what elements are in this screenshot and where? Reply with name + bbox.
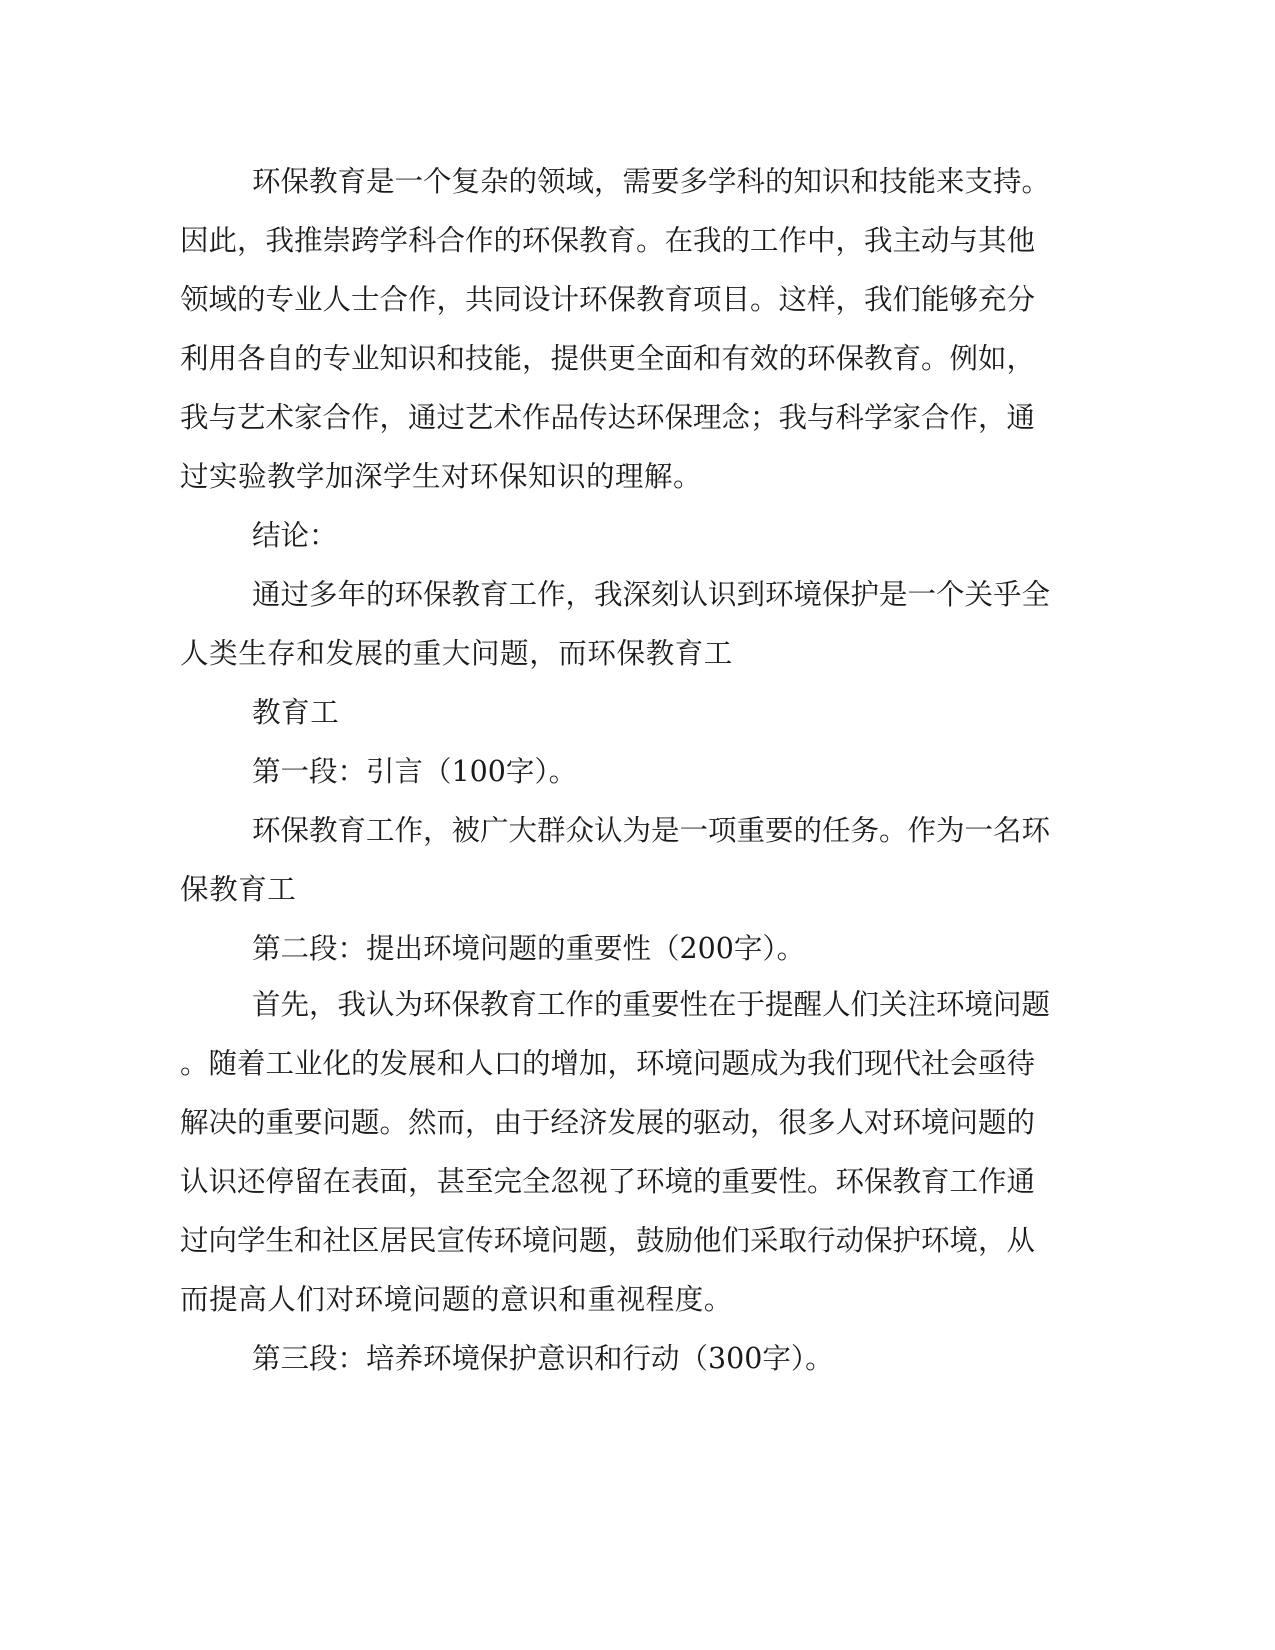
paragraph-line: 领域的专业人士合作，共同设计环保教育项目。这样，我们能够充分: [180, 283, 1036, 316]
section-heading: 结论：: [252, 519, 338, 552]
paragraph-line: 通过多年的环保教育工作，我深刻认识到环境保护是一个关乎全: [252, 578, 1051, 611]
section-heading: 第二段：提出环境问题的重要性（200字）。: [252, 932, 806, 965]
paragraph-line: 我与艺术家合作，通过艺术作品传达环保理念；我与科学家合作，通: [180, 401, 1036, 434]
section-heading: 第一段：引言（100字）。: [252, 755, 578, 788]
paragraph-line: 而提高人们对环境问题的意识和重视程度。: [180, 1283, 733, 1316]
paragraph-line: 首先，我认为环保教育工作的重要性在于提醒人们关注环境问题: [252, 988, 1051, 1021]
paragraph-line: 教育工: [252, 696, 340, 729]
paragraph-line: 保教育工: [180, 873, 297, 906]
paragraph-line: 认识还停留在表面，甚至完全忽视了环境的重要性。环保教育工作通: [180, 1165, 1036, 1198]
paragraph-line: 解决的重要问题。然而，由于经济发展的驱动，很多人对环境问题的: [180, 1106, 1036, 1139]
paragraph-line: 人类生存和发展的重大问题，而环保教育工: [180, 637, 733, 670]
paragraph-line: 。随着工业化的发展和人口的增加，环境问题成为我们现代社会亟待: [180, 1047, 1036, 1080]
section-heading: 第三段：培养环境保护意识和行动（300字）。: [252, 1342, 834, 1375]
paragraph-line: 过实验教学加深学生对环保知识的理解。: [180, 460, 703, 493]
paragraph-line: 环保教育是一个复杂的领域，需要多学科的知识和技能来支持。: [252, 165, 1051, 198]
paragraph-line: 利用各自的专业知识和技能，提供更全面和有效的环保教育。例如，: [180, 342, 1036, 375]
paragraph-line: 环保教育工作，被广大群众认为是一项重要的任务。作为一名环: [252, 814, 1051, 847]
paragraph-line: 过向学生和社区居民宣传环境问题，鼓励他们采取行动保护环境，从: [180, 1224, 1036, 1257]
paragraph-line: 因此，我推崇跨学科合作的环保教育。在我的工作中，我主动与其他: [180, 224, 1036, 257]
